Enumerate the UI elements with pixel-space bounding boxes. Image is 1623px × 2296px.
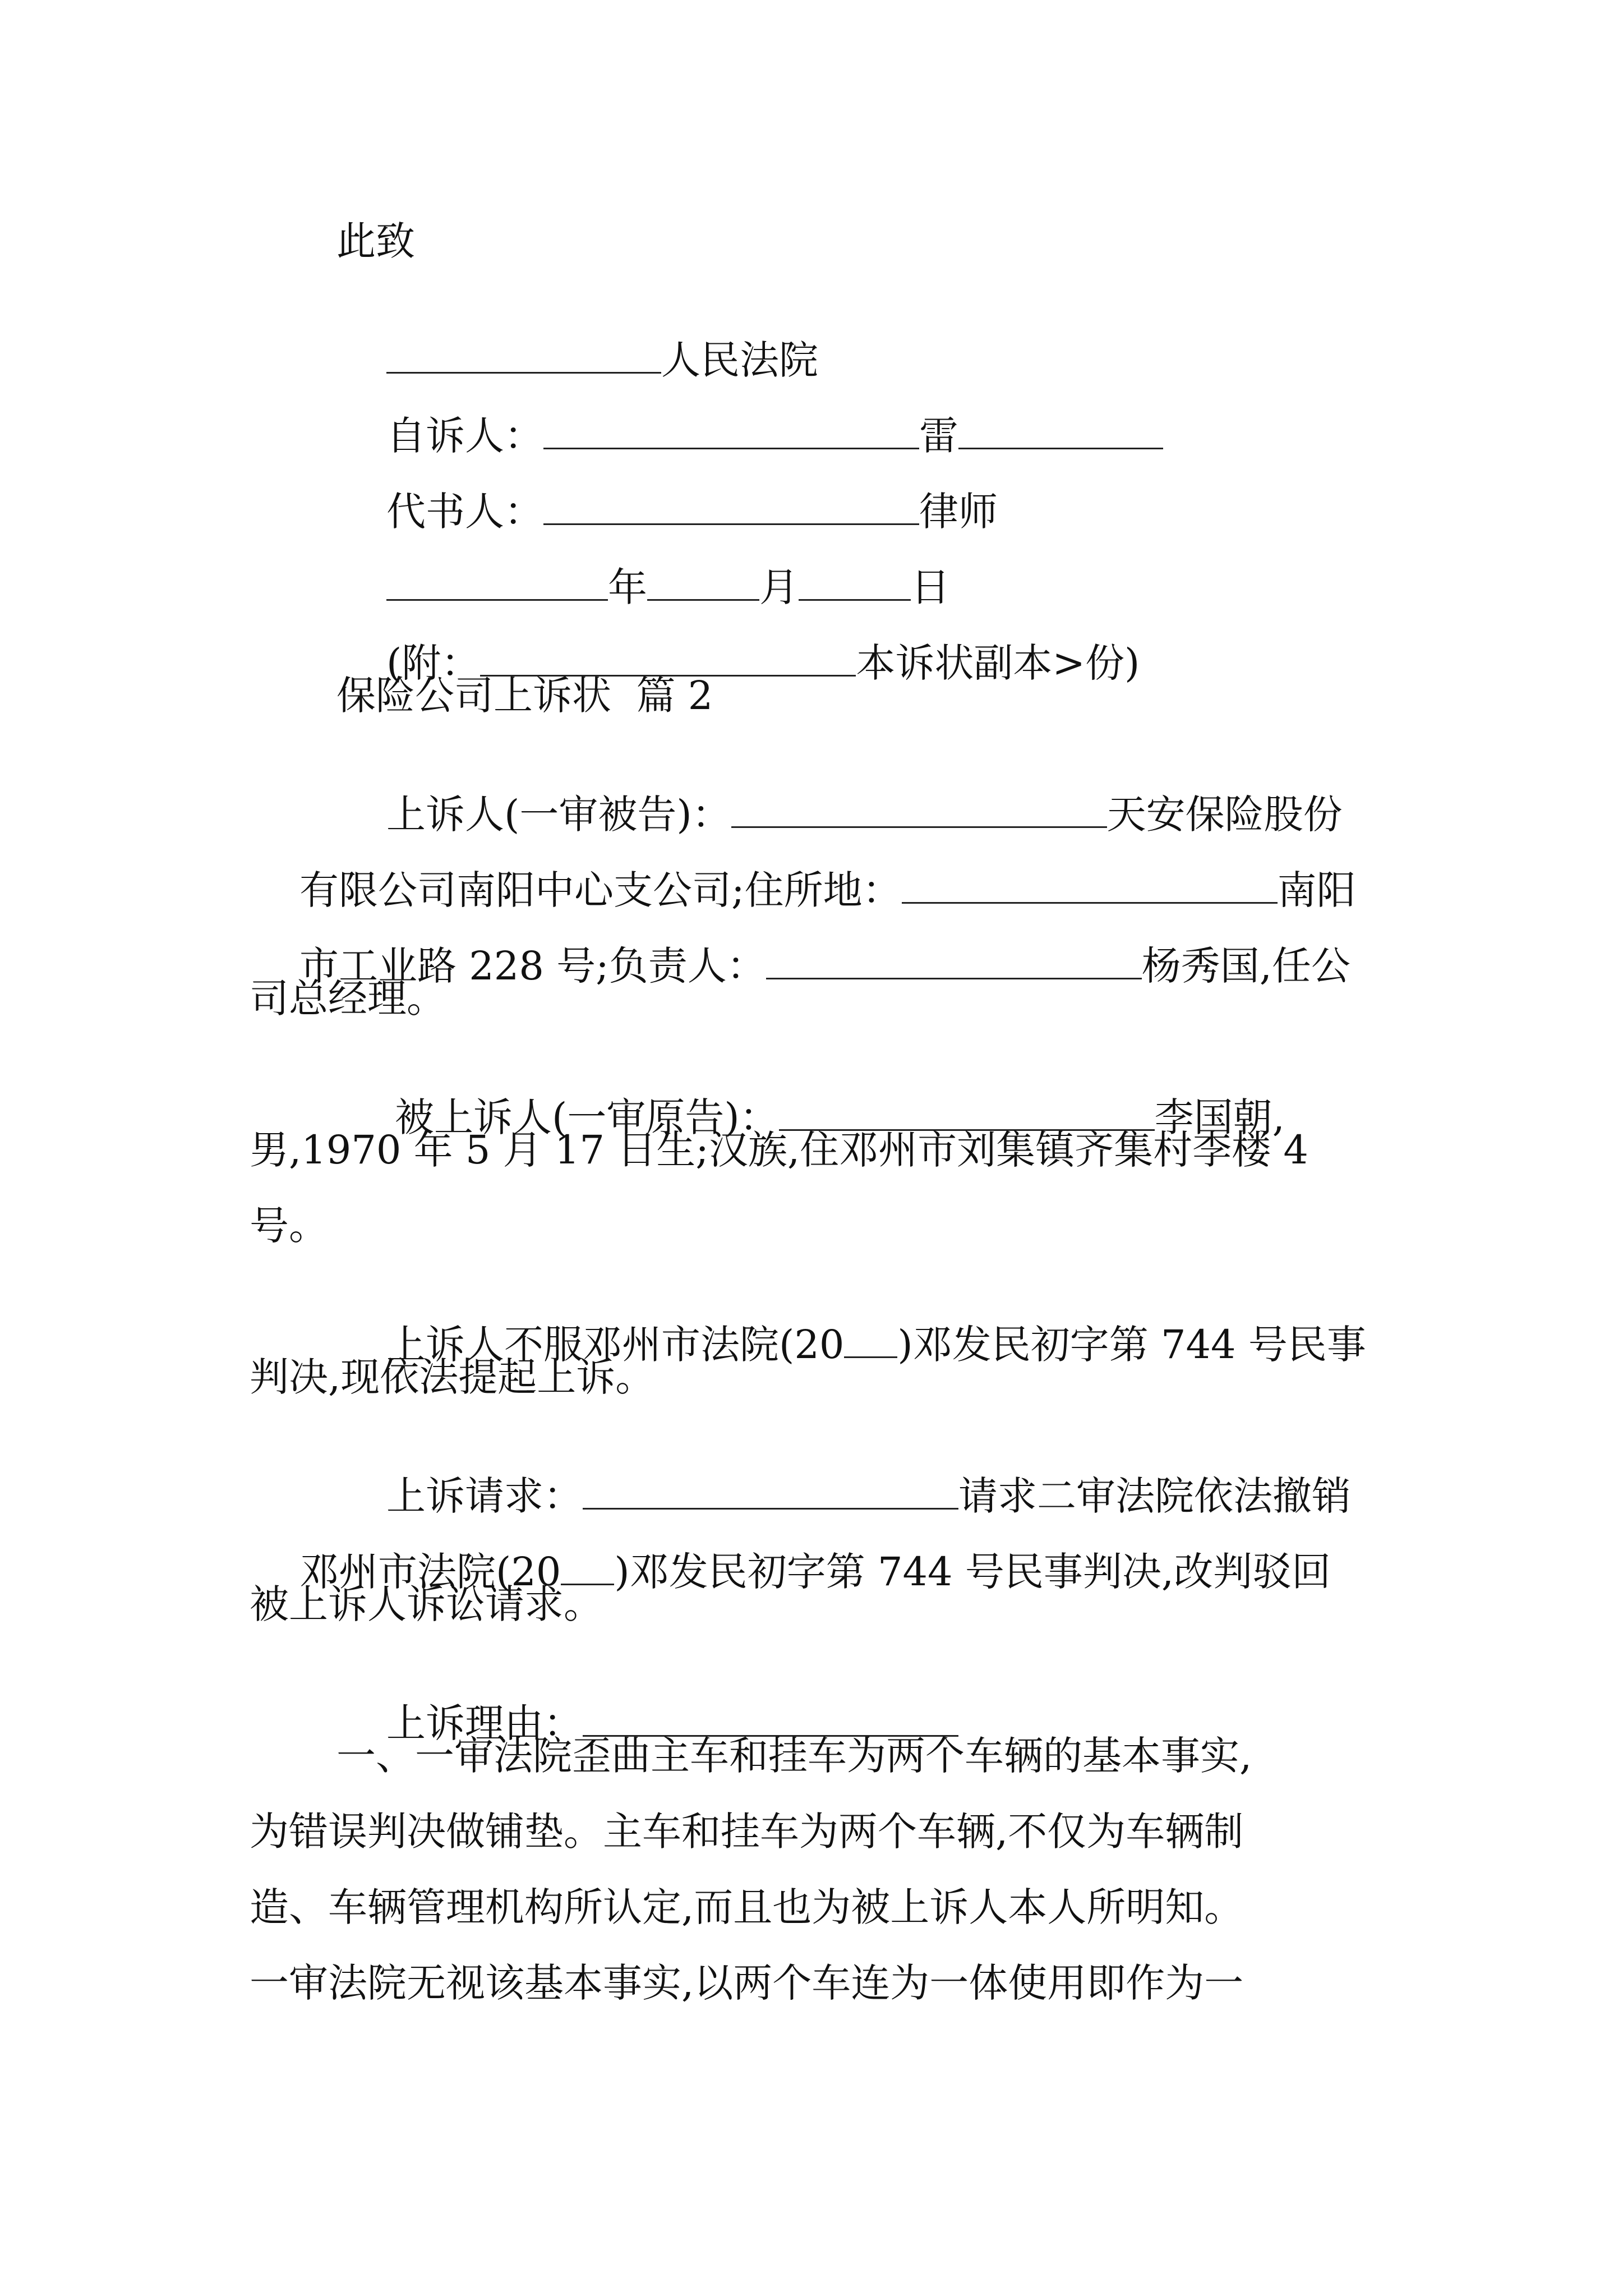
reason-blank: [583, 1700, 958, 1737]
case-year-blank: [844, 1321, 897, 1358]
appendix-blank: [480, 639, 856, 677]
appellant-line3-end: 杨秀国,任公: [1141, 943, 1350, 989]
request-blank: [583, 1473, 958, 1510]
court-suffix: 人民法院: [661, 337, 819, 383]
request-line-3: 被上诉人诉讼请求。: [250, 1581, 603, 1627]
appellant-line1-end: 天安保险股份: [1106, 792, 1343, 838]
appellant-blank: [731, 791, 1107, 828]
appellant-label: 上诉人(一审被告)：: [386, 792, 731, 838]
appellee-label: 被上诉人(一审原告)：: [395, 1094, 779, 1140]
date-month: 月: [759, 564, 799, 610]
date-year: 年: [608, 564, 648, 610]
reason-line-2: 为错误判决做铺垫。主车和挂车为两个车辆,不仅为车辆制: [250, 1809, 1244, 1855]
address-blank: [902, 867, 1278, 904]
section-heading: 保险公司上诉状 篇 2: [336, 673, 713, 719]
appellant-line-4: 司总经理。: [250, 976, 446, 1022]
appendix-close: 本诉状副本>份): [856, 640, 1140, 686]
request-line1-end: 请求二审法院依法撤销: [958, 1473, 1352, 1519]
appellee-line-2: 男,1970 年 5 月 17 日生;汉族,住邓州市刘集镇齐集村李楼 4: [250, 1127, 1308, 1173]
request-year-blank: [561, 1548, 614, 1585]
request-line2-start: 邓州市法院(20: [299, 1549, 561, 1595]
writer-title: 律师: [919, 489, 998, 535]
appellee-line1-end: 李国朝,: [1154, 1094, 1285, 1140]
request-line2-end: )邓发民初字第 744 号民事判决,改判驳回: [614, 1549, 1331, 1595]
appendix-open: (附：: [386, 640, 481, 686]
appellee-blank: [779, 1094, 1155, 1131]
plaintiff-blank: [543, 412, 919, 449]
responsible-blank: [766, 942, 1142, 979]
appellant-line3-start: 市工业路 228 号;负责人：: [299, 943, 766, 989]
appellee-line-3: 号。: [250, 1203, 328, 1249]
intro-line1-start: 上诉人不服邓州市法院(20: [386, 1322, 845, 1368]
appellant-line2-start: 有限公司南阳中心支公司;住所地：: [299, 867, 902, 913]
reason-line-1: 一、一审法院歪曲主车和挂车为两个车辆的基本事实,: [336, 1733, 1252, 1779]
plaintiff-trailing-blank: [958, 412, 1163, 449]
year-blank: [386, 564, 608, 601]
intro-line-2: 判决,现依法提起上诉。: [250, 1354, 655, 1400]
plaintiff-name: 雷: [919, 413, 959, 459]
day-blank: [799, 564, 911, 601]
writer-label: 代书人：: [386, 489, 544, 535]
date-day: 日: [911, 564, 951, 610]
appellant-line2-end: 南阳: [1277, 867, 1356, 913]
salutation: 此致: [336, 218, 415, 264]
plaintiff-label: 自诉人：: [386, 413, 544, 459]
court-blank: [386, 337, 661, 374]
intro-line1-end: )邓发民初字第 744 号民事: [897, 1322, 1366, 1368]
month-blank: [647, 564, 759, 601]
request-label: 上诉请求：: [386, 1473, 583, 1519]
reason-line-3: 造、车辆管理机构所认定,而且也为被上诉人本人所明知。: [250, 1884, 1244, 1930]
reason-label: 上诉理由：: [386, 1700, 583, 1746]
writer-blank: [543, 488, 919, 525]
reason-line-4: 一审法院无视该基本事实,以两个车连为一体使用即作为一: [250, 1960, 1244, 2006]
